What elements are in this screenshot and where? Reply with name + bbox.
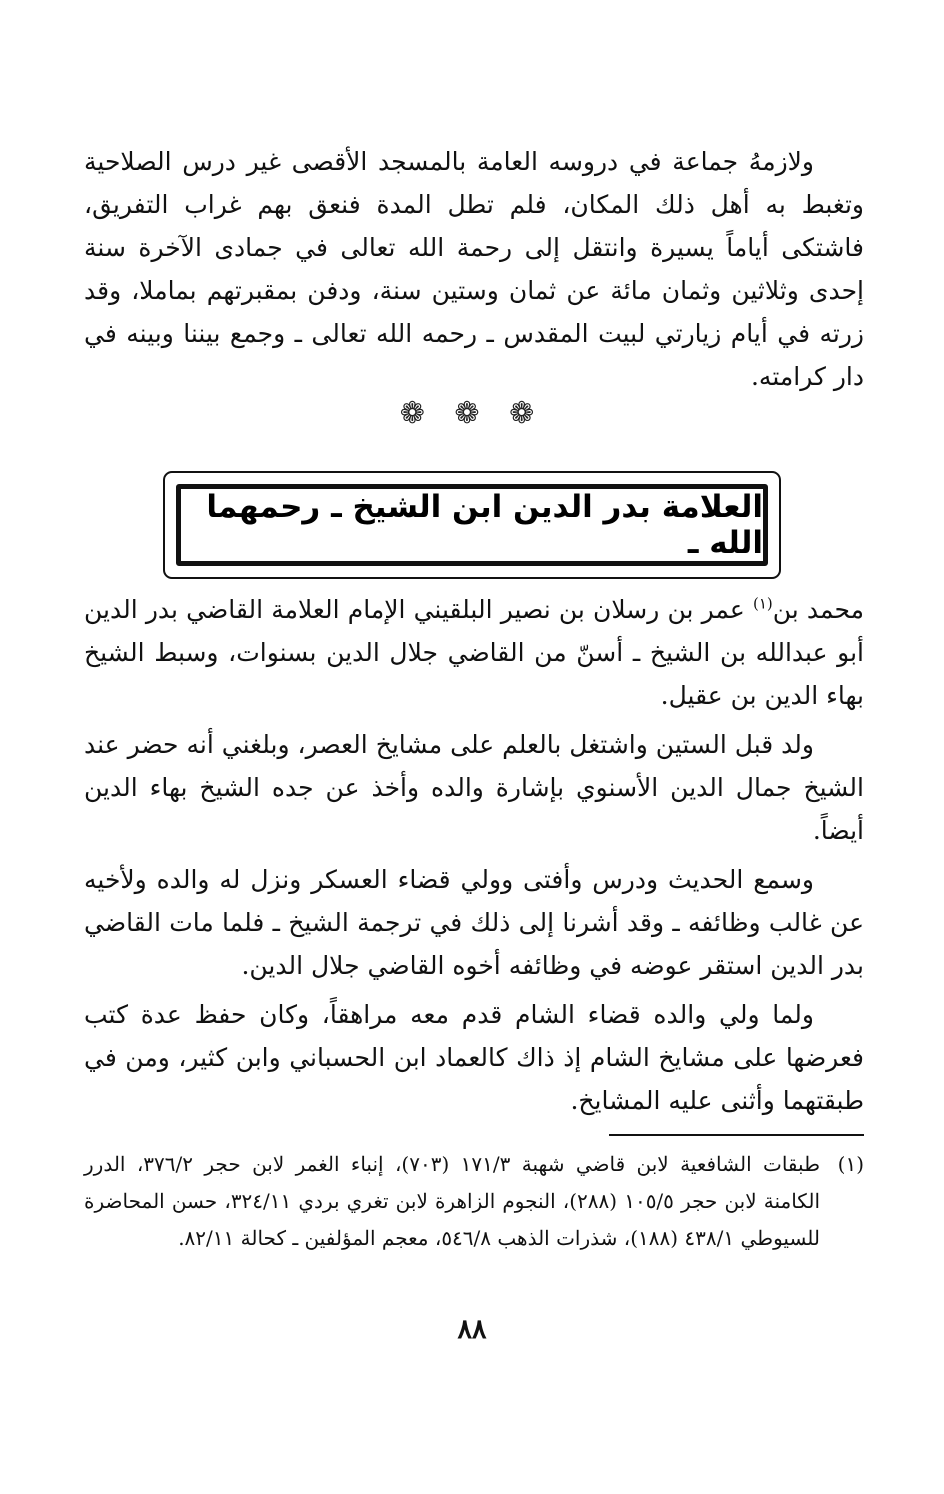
top-text-block [84,140,864,398]
footnote-divider [609,1134,864,1136]
bio-paragraph-1-start: محمد بن [772,595,864,624]
biography-text-block [84,588,864,1122]
footnote-1 [84,1146,864,1257]
footnote-text: طبقات الشافعية لابن قاضي شهبة ١٧١/٣ (٧٠٣)، إنباء الغمر لابن حجر ٣٧٦/٢، الدرر الكامنة لابن حجر ١٠٥/٥ (٢٨٨)، النجوم الزاهرة لابن تغري بردي ٣٢٤/١١، حسن المحاضرة للسيوطي ٤٣٨/١ (١٨٨)، شذرات الذهب ٥٤٦/٨، معجم المؤلفين ـ كحالة ٨٢/١١. [84,1152,821,1250]
footnotes-block [84,1146,864,1257]
footnote-number: (١) [837,1152,864,1176]
top-paragraph: ولازمهُ جماعة في دروسه العامة بالمسجد الأقصى غير درس الصلاحية وتغبط به أهل ذلك المكان، فلم تطل المدة فنعق بهم غراب التفريق، فاشتكى أياماً يسيرة وانتقل إلى رحمة الله تعالى في جمادى الآخرة سنة إحدى وثلاثين وثمان مائة عن ثمان وستين سنة، ودفن بمقبرتهم بماملا، وقد زرته في أيام زيارتي لبيت المقدس ـ رحمه الله تعالى ـ وجمع بيننا وبينه في دار كرامته. [84,147,864,391]
bio-paragraph-1 [84,588,864,717]
bio-paragraph-1-rest: عمر بن رسلان بن نصير البلقيني الإمام العلامة القاضي بدر الدين أبو عبدالله بن الشيخ ـ أسنّ من القاضي جلال الدين بسنوات، وسبط الشيخ بهاء الدين بن عقيل. [84,595,864,710]
section-title: العلامة بدر الدين ابن الشيخ ـ رحمهما الله ـ [206,489,763,561]
ornament-separator: ❁ ❁ ❁ [399,396,545,431]
bio-paragraph-3: وسمع الحديث ودرس وأفتى وولي قضاء العسكر ونزل له والده ولأخيه عن غالب وظائفه ـ وقد أشرنا إلى ذلك في ترجمة الشيخ ـ فلما مات القاضي بدر الدين استقر عوضه في وظائفه أخوه القاضي جلال الدين. [84,865,864,980]
page-number: ٨٨ [457,1314,487,1345]
footnote-reference: (١) [752,594,773,613]
section-title-frame [163,471,781,579]
section-title-inner-frame [176,484,768,566]
bio-paragraph-2: ولد قبل الستين واشتغل بالعلم على مشايخ العصر، وبلغني أنه حضر عند الشيخ جمال الدين الأسنوي بإشارة والده وأخذ عن جده الشيخ بهاء الدين أيضاً. [84,730,864,845]
bio-paragraph-4: ولما ولي والده قضاء الشام قدم معه مراهقاً، وكان حفظ عدة كتب فعرضها على مشايخ الشام إذ ذاك كالعماد ابن الحسباني وابن كثير، ومن في طبقتهما وأثنى عليه المشايخ. [84,1000,864,1115]
